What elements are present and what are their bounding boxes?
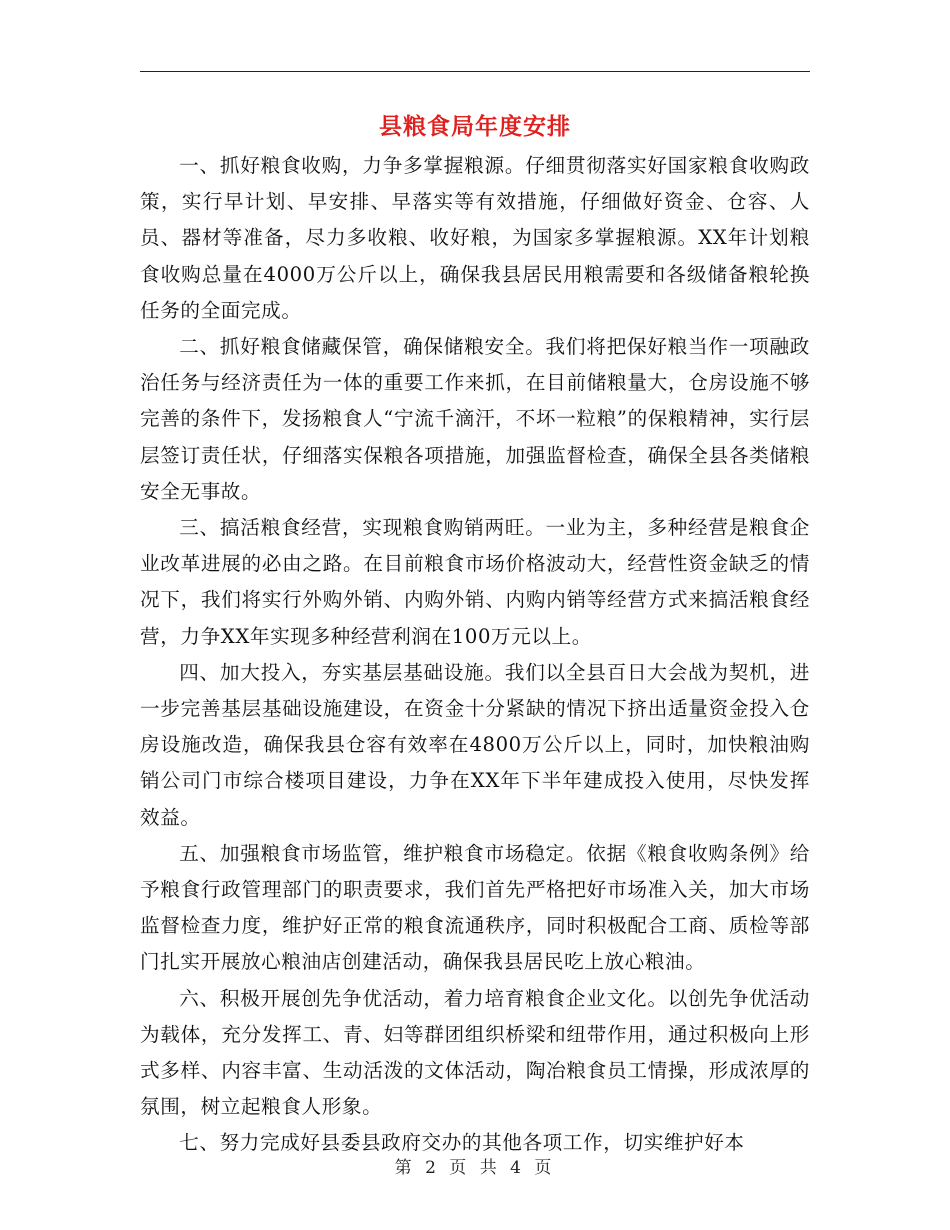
document-body [140,148,810,1162]
paragraph-5: 五、加强粮食市场监管，维护粮食市场稳定。依据《粮食收购条例》给予粮食行政管理部门的职责要求，我们首先严格把好市场准入关，加大市场监督检查力度，维护好正常的粮食流通秩序，同时积极配合工商、质检等部门扎实开展放心粮油店创建活动，确保我县居民吃上放心粮油。 [140,841,810,974]
paragraph-4: 四、加大投入，夯实基层基础设施。我们以全县百日大会战为契机，进一步完善基层基础设施建设，在资金十分紧缺的情况下挤出适量资金投入仓房设施改造，确保我县仓容有效率在4800万公斤以上，同时，加快粮油购销公司门市综合楼项目建设，力争在XX年下半年建成投入使用，尽快发挥效益。 [140,660,810,829]
document-title: 县粮食局年度安排 [379,113,571,140]
paragraph-2: 二、抓好粮食储藏保管，确保储粮安全。我们将把保好粮当作一项融政治任务与经济责任为一体的重要工作来抓，在目前储粮量大，仓房设施不够完善的条件下，发扬粮食人“宁流千滴汗，不坏一粒粮”的保粮精神，实行层层签订责任状，仔细落实保粮各项措施，加强监督检查，确保全县各类储粮安全无事故。 [140,335,810,503]
header-rule [140,71,810,72]
paragraph-6: 六、积极开展创先争优活动，着力培育粮食企业文化。以创先争优活动为载体，充分发挥工、青、妇等群团组织桥梁和纽带作用，通过积极向上形式多样、内容丰富、生动活泼的文体活动，陶冶粮食员工情操，形成浓厚的氛围，树立起粮食人形象。 [140,986,810,1119]
paragraph-3: 三、搞活粮食经营，实现粮食购销两旺。一业为主，多种经营是粮食企业改革进展的必由之路。在目前粮食市场价格波动大，经营性资金缺乏的情况下，我们将实行外购外销、内购外销、内购内销等经营方式来搞活粮食经营，力争XX年实现多种经营利润在100万元以上。 [140,516,810,648]
paragraph-7: 七、努力完成好县委县政府交办的其他各项工作，切实维护好本 [179,1131,745,1155]
page-number: 第 2 页 共 4 页 [394,1158,556,1178]
paragraph-1: 一、抓好粮食收购，力争多掌握粮源。仔细贯彻落实好国家粮食收购政策，实行早计划、早安排、早落实等有效措施，仔细做好资金、仓容、人员、器材等准备，尽力多收粮、收好粮，为国家多掌握粮源。XX年计划粮食收购总量在4000万公斤以上，确保我县居民用粮需要和各级储备粮轮换任务的全面完成。 [140,154,810,322]
